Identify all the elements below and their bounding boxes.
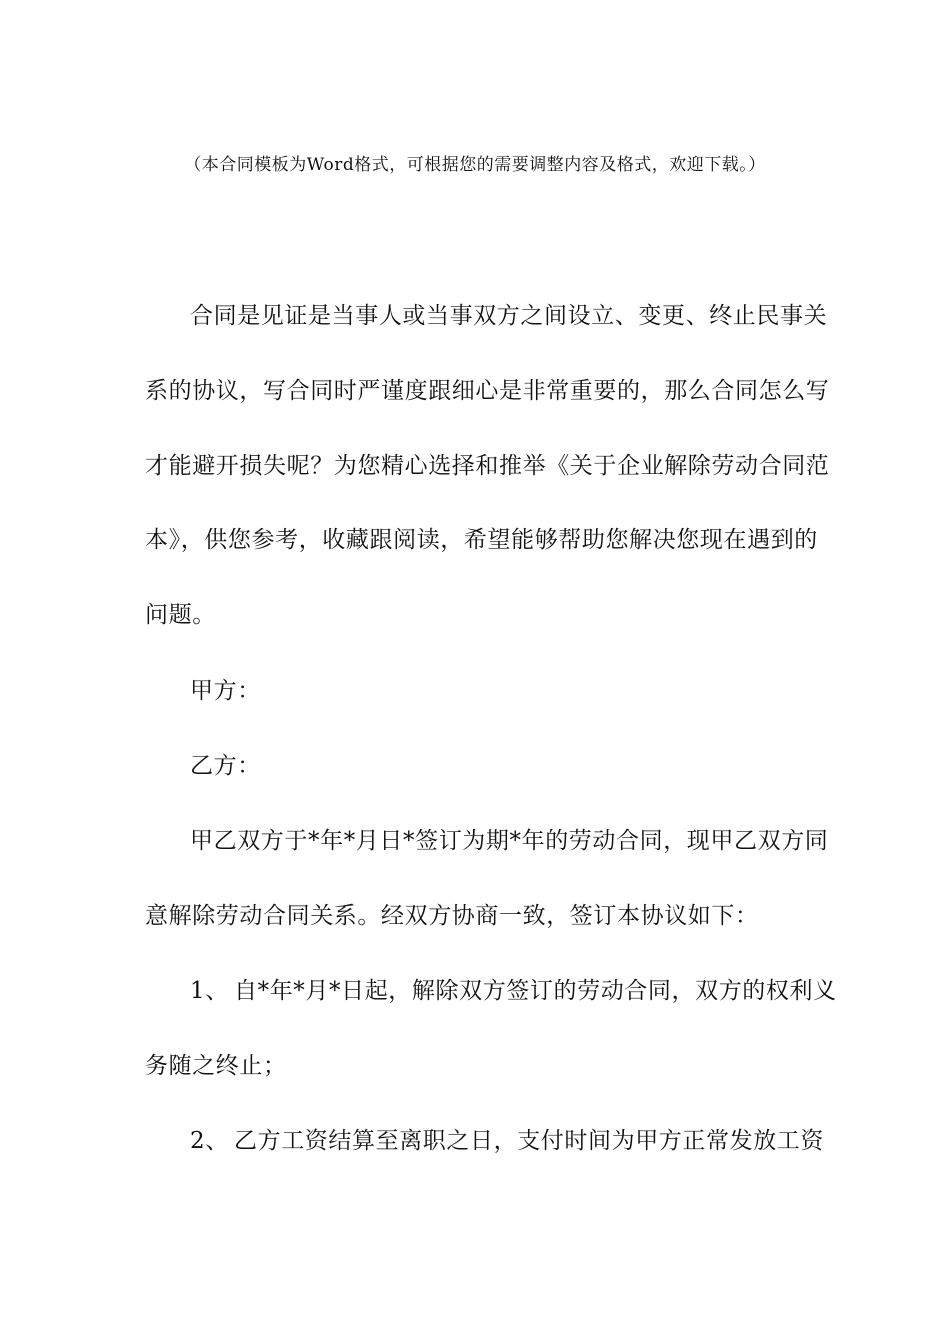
clause-1-text: 自*年*月*日起，解除双方签订的劳动合同，双方的权利义 — [234, 978, 837, 1004]
intro-line-4: 本》，供您参考，收藏跟阅读，希望能够帮助您解决您现在遇到的 — [145, 527, 818, 553]
clause-2-number: 2、 — [190, 1128, 229, 1154]
preamble-line-2: 意解除劳动合同关系。经双方协商一致，签订本协议如下： — [145, 903, 759, 929]
party-b-label: 乙方： — [190, 753, 261, 779]
intro-line-2: 系的协议，写合同时严谨度跟细心是非常重要的，那么合同怎么写 — [145, 378, 830, 404]
template-note: （本合同模板为Word格式，可根据您的需要调整内容及格式，欢迎下载。） — [184, 155, 766, 175]
intro-line-1: 合同是见证是当事人或当事双方之间设立、变更、终止民事关 — [190, 303, 828, 329]
clause-2-text: 乙方工资结算至离职之日，支付时间为甲方正常发放工资 — [234, 1128, 824, 1154]
preamble-line-1: 甲乙双方于*年*月日*签订为期*年的劳动合同，现甲乙双方同 — [190, 828, 829, 854]
clause-1-number: 1、 — [190, 978, 229, 1004]
party-a-label: 甲方： — [190, 678, 261, 704]
clause-1-line-2: 务随之终止； — [145, 1053, 287, 1079]
intro-line-3: 才能避开损失呢？为您精心选择和推举《关于企业解除劳动合同范 — [145, 453, 830, 479]
clause-1-line-1 — [190, 972, 837, 1005]
clause-2-line-1 — [190, 1122, 824, 1155]
intro-line-5: 问题。 — [145, 602, 216, 628]
